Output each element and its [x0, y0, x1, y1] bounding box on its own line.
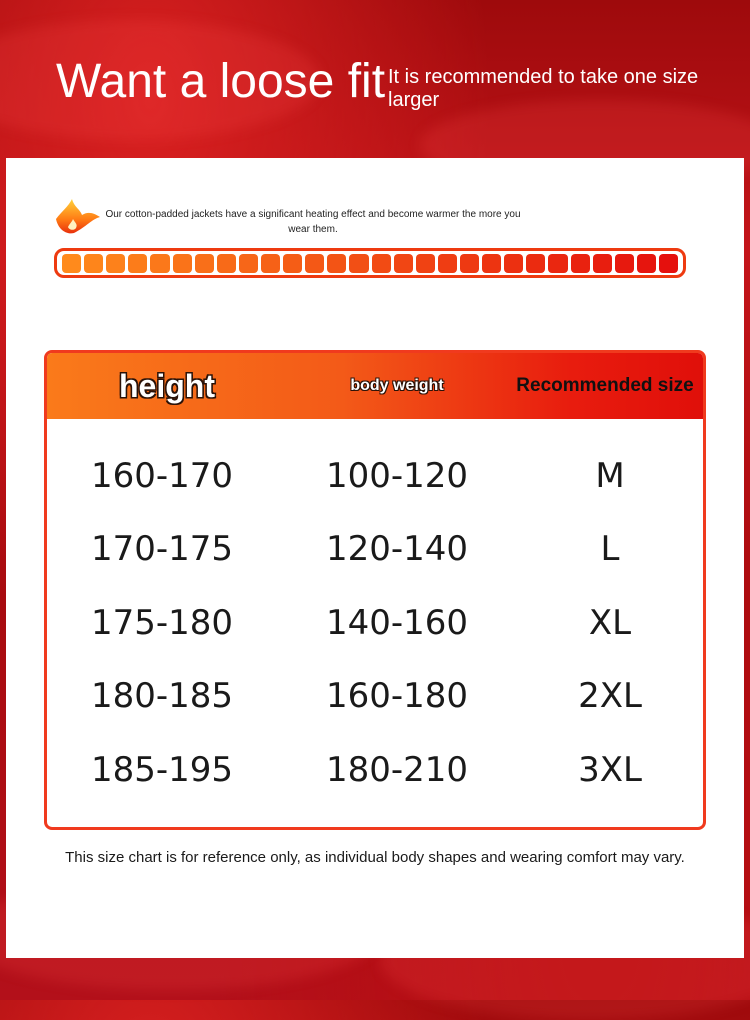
heat-segment: [150, 254, 169, 273]
size-cell: 2XL: [578, 676, 642, 717]
size-cell: M: [595, 455, 625, 496]
heat-segment: [526, 254, 545, 273]
weight-cell: 180-210: [325, 749, 469, 790]
weight-cell: 100-120: [325, 455, 469, 496]
table-row: [47, 660, 703, 734]
heat-segment: [548, 254, 567, 273]
heat-segment: [261, 254, 280, 273]
heat-segment: [637, 254, 656, 273]
heat-segment: [106, 254, 125, 273]
table-row: [47, 439, 703, 513]
height-cell: 175-180: [90, 602, 234, 643]
subheadline: It is recommended to take one size larger: [388, 66, 699, 111]
size-cell: 3XL: [578, 749, 642, 790]
table-row: [47, 513, 703, 587]
heat-segment: [615, 254, 634, 273]
heat-segment: [239, 254, 258, 273]
heat-segment: [482, 254, 501, 273]
heat-segment: [416, 254, 435, 273]
table-body: [47, 419, 703, 807]
heat-segment: [394, 254, 413, 273]
heat-segment: [84, 254, 103, 273]
weight-cell: 160-180: [325, 676, 469, 717]
table-header: [47, 353, 703, 419]
heat-segment: [173, 254, 192, 273]
height-cell: 180-185: [90, 676, 234, 717]
heat-segment: [593, 254, 612, 273]
header-recommended-size: Recommended size: [516, 375, 694, 396]
heat-segment: [659, 254, 678, 273]
heat-level-bar: [54, 248, 686, 278]
heat-segment: [128, 254, 147, 273]
heat-segment: [504, 254, 523, 273]
heating-description: Our cotton-padded jackets have a significant heating effect and become warmer the more you wear them.: [105, 209, 521, 235]
heat-segment: [460, 254, 479, 273]
header-body-weight: body weight: [350, 377, 444, 394]
heat-segment: [195, 254, 214, 273]
heat-segment: [62, 254, 81, 273]
heat-segment: [217, 254, 236, 273]
heat-segment: [305, 254, 324, 273]
heat-segment: [327, 254, 346, 273]
header-height: height: [119, 367, 215, 404]
height-cell: 185-195: [90, 749, 234, 790]
weight-cell: 140-160: [325, 602, 469, 643]
footnote: This size chart is for reference only, as individual body shapes and wearing comfort may vary.: [65, 849, 685, 866]
height-cell: 160-170: [90, 455, 234, 496]
flame-icon: [52, 197, 102, 237]
heat-segment: [283, 254, 302, 273]
headline: Want a loose fit: [56, 55, 386, 108]
heat-segment: [438, 254, 457, 273]
weight-cell: 120-140: [325, 529, 469, 570]
height-cell: 170-175: [90, 529, 234, 570]
size-cell: XL: [588, 602, 632, 643]
heat-segment: [571, 254, 590, 273]
size-cell: L: [600, 529, 620, 570]
heat-segment: [372, 254, 391, 273]
table-row: [47, 586, 703, 660]
size-table: [44, 350, 706, 830]
table-row: [47, 733, 703, 807]
heat-segment: [349, 254, 368, 273]
